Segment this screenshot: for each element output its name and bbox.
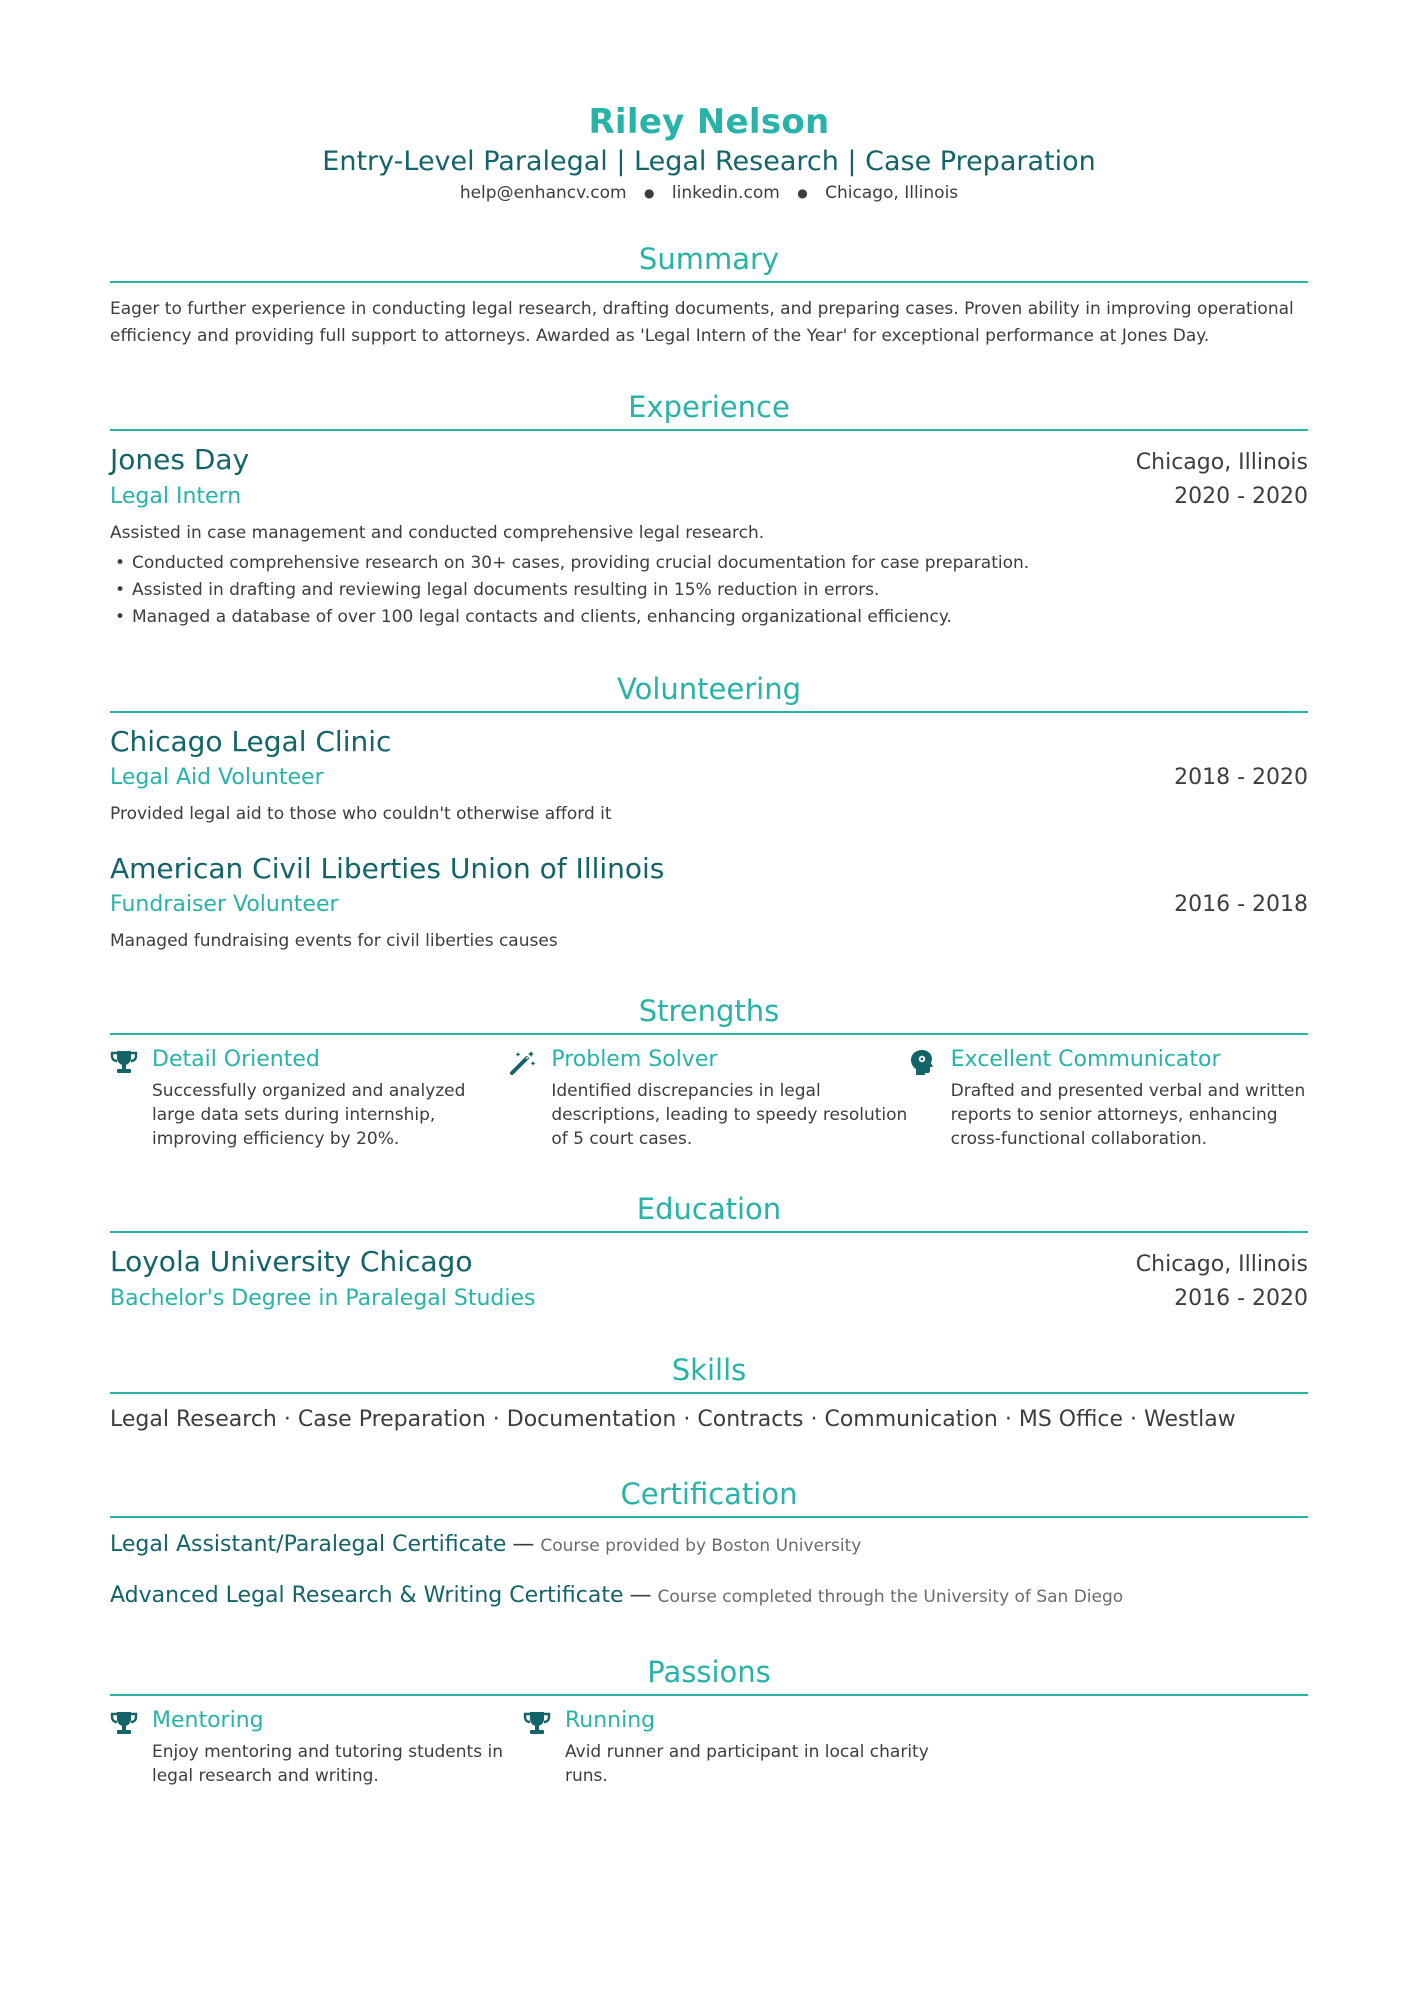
experience-location: Chicago, Illinois bbox=[1135, 450, 1308, 475]
strength-text: Identified discrepancies in legal descriptions, leading to speedy resolution of 5 court cases. bbox=[551, 1081, 908, 1149]
strength-title: Problem Solver bbox=[551, 1047, 718, 1072]
list-item: • Assisted in drafting and reviewing legal documents resulting in 15% reduction in errors. bbox=[110, 577, 1308, 604]
volunteering-dates: 2016 - 2018 bbox=[1174, 892, 1308, 917]
skills-section bbox=[110, 1350, 1308, 1436]
list-item: • Managed a database of over 100 legal contacts and clients, enhancing organizational efficiency. bbox=[110, 604, 1308, 631]
head-speaking-icon bbox=[909, 1049, 937, 1075]
education-location: Chicago, Illinois bbox=[1135, 1252, 1308, 1277]
education-school: Loyola University Chicago bbox=[110, 1245, 473, 1278]
strengths-section bbox=[110, 991, 1308, 1151]
resume-header bbox=[110, 0, 1308, 206]
volunteering-entry bbox=[110, 850, 1308, 955]
experience-dates: 2020 - 2020 bbox=[1174, 484, 1308, 509]
certification-name: Legal Assistant/Paralegal Certificate bbox=[110, 1532, 507, 1557]
passion-text: Avid runner and participant in local charity runs. bbox=[565, 1742, 929, 1786]
experience-heading: Experience bbox=[628, 390, 790, 424]
skill-item: Legal Research bbox=[110, 1407, 277, 1432]
skill-item: MS Office bbox=[1018, 1407, 1124, 1432]
candidate-subtitle: Entry-Level Paralegal | Legal Research | Case Preparation bbox=[322, 146, 1096, 177]
section-divider bbox=[110, 429, 1308, 431]
skill-item: Communication bbox=[824, 1407, 998, 1432]
education-dates: 2016 - 2020 bbox=[1174, 1286, 1308, 1311]
education-degree: Bachelor's Degree in Paralegal Studies bbox=[110, 1286, 536, 1311]
certification-description: Course provided by Boston University bbox=[540, 1536, 862, 1556]
section-divider bbox=[110, 711, 1308, 713]
strength-text: Successfully organized and analyzed large data sets during internship, improving efficiency by 20%. bbox=[152, 1081, 466, 1149]
volunteering-org: Chicago Legal Clinic bbox=[110, 725, 392, 758]
strength-item bbox=[509, 1045, 908, 1151]
experience-section bbox=[110, 387, 1308, 631]
volunteering-description: Managed fundraising events for civil liberties causes bbox=[110, 931, 558, 951]
trophy-icon bbox=[523, 1710, 551, 1736]
magic-wand-icon bbox=[509, 1049, 537, 1075]
skill-item: Contracts bbox=[697, 1407, 804, 1432]
passion-title: Running bbox=[565, 1708, 656, 1733]
contact-location: Chicago, Illinois bbox=[825, 183, 959, 203]
section-divider bbox=[110, 281, 1308, 283]
list-item: • Conducted comprehensive research on 30+ cases, providing crucial documentation for case preparation. bbox=[110, 550, 1308, 577]
volunteering-org: American Civil Liberties Union of Illinois bbox=[110, 852, 665, 885]
passion-title: Mentoring bbox=[152, 1708, 264, 1733]
bullet-separator: ● bbox=[643, 186, 655, 200]
strengths-heading: Strengths bbox=[638, 994, 780, 1028]
section-divider bbox=[110, 1516, 1308, 1518]
section-divider bbox=[110, 1231, 1308, 1233]
resume-page bbox=[110, 0, 1308, 1788]
volunteering-section bbox=[110, 669, 1308, 955]
contact-linkedin[interactable]: linkedin.com bbox=[671, 183, 780, 203]
education-heading: Education bbox=[636, 1192, 782, 1226]
summary-text: Eager to further experience in conducting legal research, drafting documents, and preparing cases. Proven ability in improving operational efficiency and providing full support to attorneys. Awarded as 'Legal Intern of the Year' for exceptional performance at Jones Day. bbox=[110, 299, 1294, 346]
certification-name: Advanced Legal Research & Writing Certificate bbox=[110, 1583, 624, 1608]
strength-item bbox=[909, 1045, 1308, 1151]
passion-text: Enjoy mentoring and tutoring students in legal research and writing. bbox=[152, 1742, 503, 1786]
skill-item: Documentation bbox=[506, 1407, 677, 1432]
trophy-icon bbox=[110, 1049, 138, 1075]
volunteering-role: Legal Aid Volunteer bbox=[110, 765, 324, 790]
section-divider bbox=[110, 1033, 1308, 1035]
volunteering-role: Fundraiser Volunteer bbox=[110, 892, 339, 917]
passions-section bbox=[110, 1652, 1308, 1788]
strength-item bbox=[110, 1045, 509, 1151]
skills-heading: Skills bbox=[671, 1353, 747, 1387]
certification-heading: Certification bbox=[620, 1477, 798, 1511]
bullet-separator: ● bbox=[797, 186, 808, 200]
certification-description: Course completed through the University of San Diego bbox=[657, 1587, 1124, 1607]
volunteering-heading: Volunteering bbox=[617, 672, 801, 706]
trophy-icon bbox=[110, 1710, 138, 1736]
volunteering-entry bbox=[110, 723, 1308, 828]
passions-grid bbox=[110, 1706, 1308, 1788]
strength-text: Drafted and presented verbal and written reports to senior attorneys, enhancing cross-functional collaboration. bbox=[950, 1081, 1306, 1149]
skill-item: Case Preparation bbox=[297, 1407, 486, 1432]
volunteering-description: Provided legal aid to those who couldn't otherwise afford it bbox=[110, 804, 612, 824]
volunteering-dates: 2018 - 2020 bbox=[1174, 765, 1308, 790]
certification-item: Legal Assistant/Paralegal Certificate — Course provided by Boston University bbox=[110, 1532, 862, 1557]
candidate-name: Riley Nelson bbox=[588, 102, 830, 142]
certification-item: Advanced Legal Research & Writing Certificate — Course completed through the University of San Diego bbox=[110, 1583, 1124, 1608]
certification-section bbox=[110, 1474, 1308, 1614]
passion-item bbox=[110, 1706, 523, 1788]
passion-item bbox=[523, 1706, 936, 1788]
skill-item: Westlaw bbox=[1144, 1407, 1236, 1432]
experience-description: Assisted in case management and conducted comprehensive legal research. bbox=[110, 523, 765, 543]
skills-list: Legal Research · Case Preparation · Documentation · Contracts · Communication · MS Office · Westlaw bbox=[110, 1407, 1236, 1432]
experience-company: Jones Day bbox=[110, 443, 250, 476]
section-divider bbox=[110, 1392, 1308, 1394]
strengths-grid bbox=[110, 1045, 1308, 1151]
strength-title: Detail Oriented bbox=[152, 1047, 320, 1072]
passions-heading: Passions bbox=[647, 1655, 771, 1689]
experience-role: Legal Intern bbox=[110, 484, 242, 509]
experience-entry bbox=[110, 441, 1308, 631]
strength-title: Excellent Communicator bbox=[950, 1047, 1221, 1072]
section-divider bbox=[110, 1694, 1308, 1696]
contact-email[interactable]: help@enhancv.com bbox=[459, 183, 627, 203]
summary-heading: Summary bbox=[638, 242, 780, 276]
education-entry bbox=[110, 1243, 1308, 1316]
education-section bbox=[110, 1189, 1308, 1316]
experience-bullets bbox=[110, 550, 1308, 631]
summary-section bbox=[110, 239, 1308, 350]
contact-line bbox=[110, 180, 1308, 206]
